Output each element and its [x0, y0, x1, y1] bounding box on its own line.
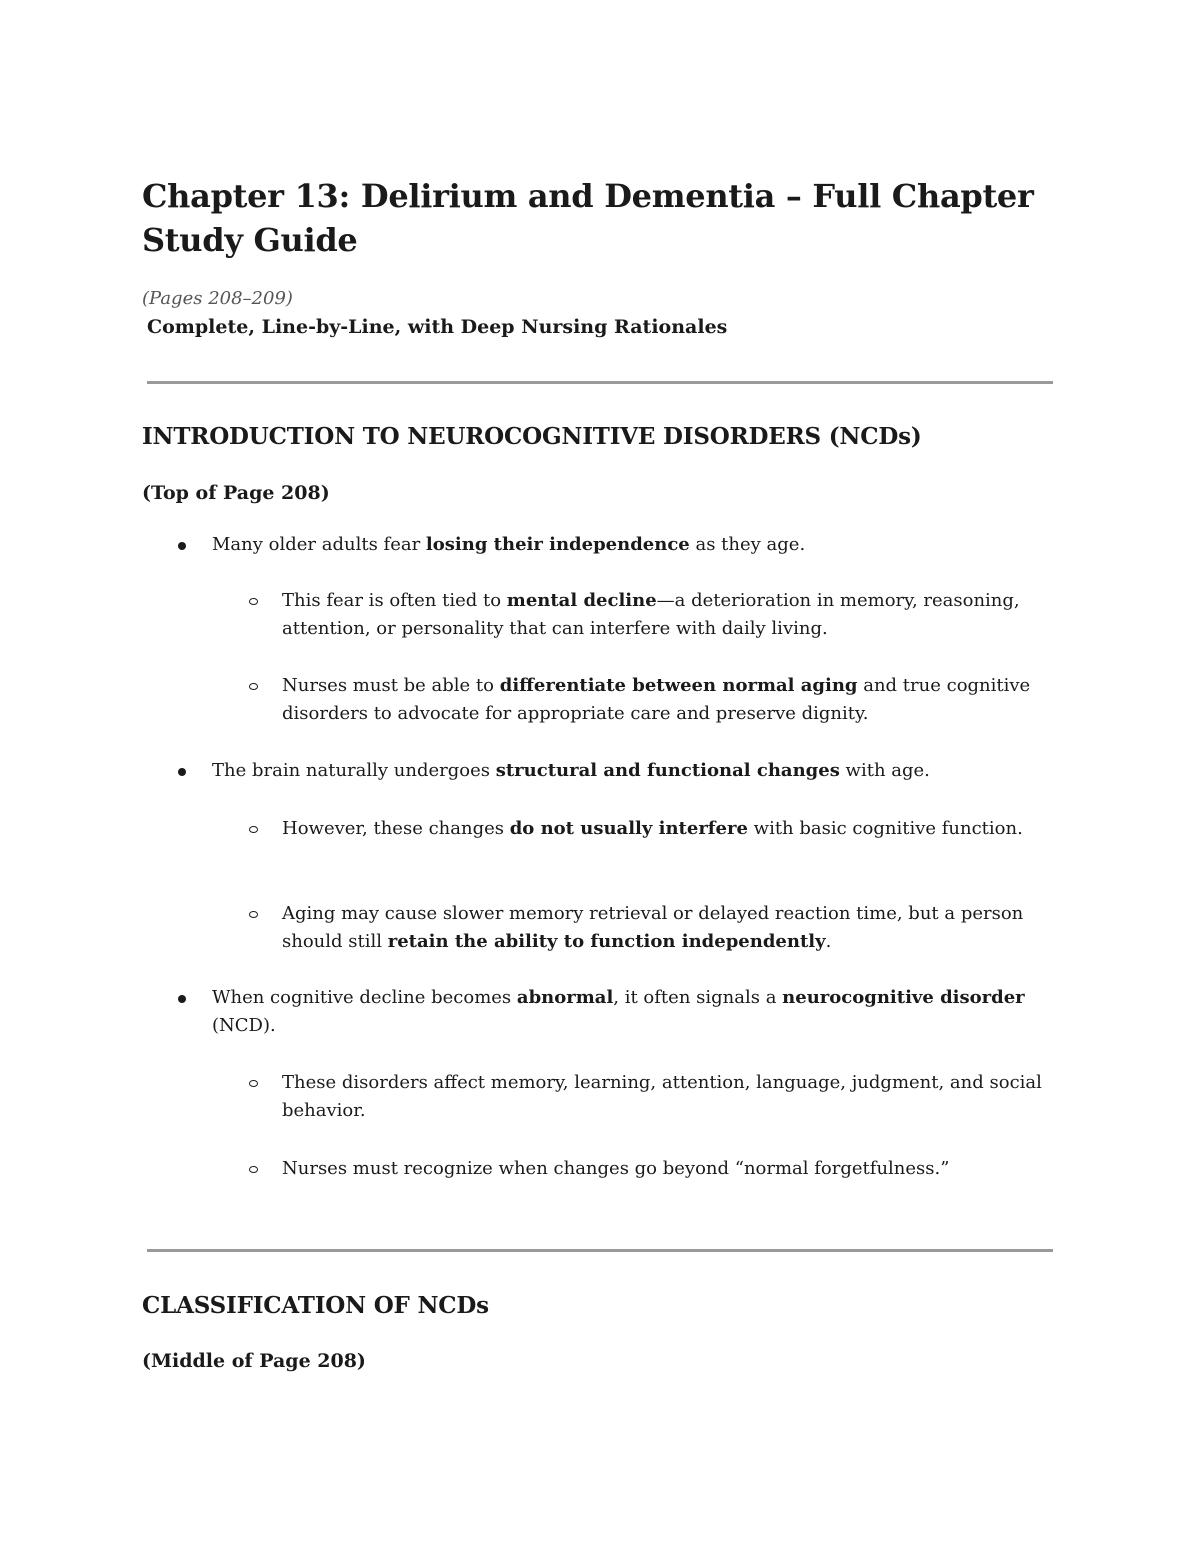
bullet-circle-icon [249, 1166, 258, 1173]
document-title: Chapter 13: Delirium and Dementia – Full Chapter Study Guide [142, 177, 1034, 259]
bullet-circle-icon [249, 911, 258, 918]
list-subitem: However, these changes do not usually interfere with basic cognitive function. [282, 818, 1023, 839]
list-subitem: This fear is often tied to mental decline—a deterioration in memory, reasoning, attention, or personality that can interfere with daily living. [282, 590, 1020, 639]
list-item: Many older adults fear losing their independence as they age. [212, 534, 806, 555]
page-reference: (Top of Page 208) [142, 482, 330, 504]
list-subitem: These disorders affect memory, learning, attention, language, judgment, and social behavior. [282, 1072, 1042, 1121]
bullet-circle-icon [249, 598, 258, 605]
pages-note: (Pages 208–209) [142, 288, 293, 309]
list-subitem: Nurses must recognize when changes go beyond “normal forgetfulness.” [282, 1158, 950, 1179]
page-reference: (Middle of Page 208) [142, 1350, 366, 1372]
bullet-dot-icon [178, 768, 186, 776]
bullet-circle-icon [249, 683, 258, 690]
section-heading-classification: CLASSIFICATION OF NCDs [142, 1292, 489, 1319]
list-item: The brain naturally undergoes structural and functional changes with age. [212, 760, 930, 781]
list-item: When cognitive decline becomes abnormal, it often signals a neurocognitive disorder (NCD). [212, 987, 1025, 1036]
horizontal-divider [147, 381, 1053, 384]
list-subitem: Nurses must be able to differentiate between normal aging and true cognitive disorders to advocate for appropriate care and preserve dignity. [282, 675, 1031, 724]
bullet-circle-icon [249, 826, 258, 833]
bullet-dot-icon [178, 995, 186, 1003]
bullet-dot-icon [178, 542, 186, 550]
horizontal-divider [147, 1249, 1053, 1252]
bullet-circle-icon [249, 1080, 258, 1087]
list-subitem: Aging may cause slower memory retrieval or delayed reaction time, but a person should still retain the ability to function independently. [282, 903, 1024, 952]
document-tagline: Complete, Line-by-Line, with Deep Nursing Rationales [147, 316, 728, 338]
section-heading-introduction: INTRODUCTION TO NEUROCOGNITIVE DISORDERS (NCDs) [142, 423, 922, 450]
